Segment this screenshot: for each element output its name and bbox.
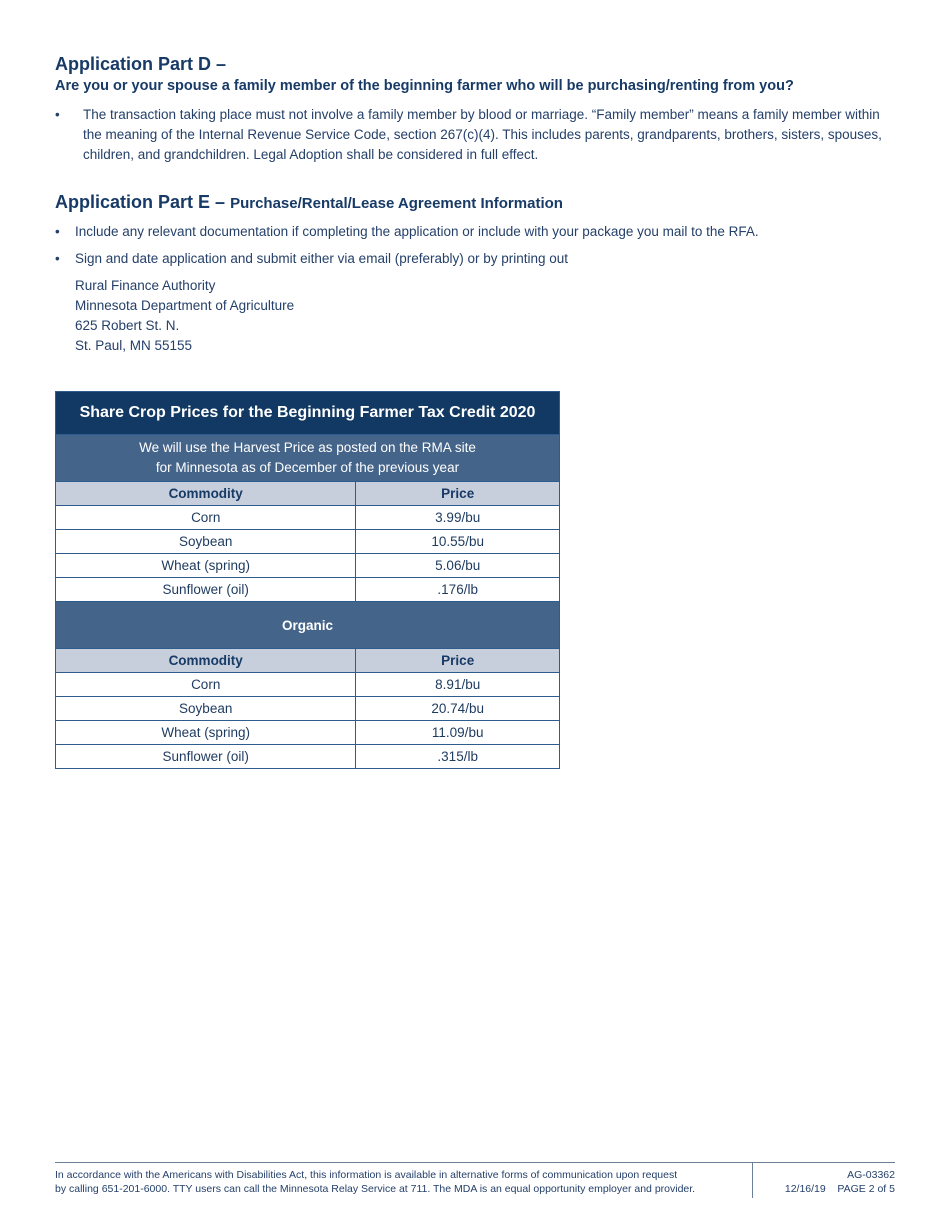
mailing-address <box>75 276 294 356</box>
bullet-icon: • <box>55 251 60 266</box>
price-cell: 8.91/bu <box>356 673 560 697</box>
part-e-heading-text: Application Part E – <box>55 192 226 212</box>
commodity-cell: Soybean <box>56 530 356 554</box>
footer-divider <box>752 1162 753 1198</box>
commodity-cell: Sunflower (oil) <box>56 578 356 602</box>
commodity-cell: Corn <box>56 506 356 530</box>
address-line: Minnesota Department of Agriculture <box>75 298 295 313</box>
bullet-icon: • <box>55 224 60 239</box>
table-row <box>56 673 560 697</box>
part-d-heading <box>55 54 226 75</box>
table-title: Share Crop Prices for the Beginning Farmer Tax Credit 2020 <box>56 392 560 435</box>
footer-accessibility-notice <box>55 1168 695 1196</box>
price-cell: 11.09/bu <box>356 721 560 745</box>
table-header-row <box>56 649 560 673</box>
price-cell: 20.74/bu <box>356 697 560 721</box>
table-row <box>56 530 560 554</box>
part-e-bullet-2-text: Sign and date application and submit either via email (preferably) or by printing out <box>75 251 569 266</box>
commodity-cell: Soybean <box>56 697 356 721</box>
table-row <box>56 697 560 721</box>
footer-line: by calling 651-201-6000. TTY users can call the Minnesota Relay Service at 711. The MDA is an equal opportunity employer and provider. <box>55 1183 696 1195</box>
column-header-commodity: Commodity <box>56 649 356 673</box>
address-line: 625 Robert St. N. <box>75 318 180 333</box>
part-e-bullet-1-text: Include any relevant documentation if completing the application or include with your package you mail to the RFA. <box>75 224 759 239</box>
price-cell: 3.99/bu <box>356 506 560 530</box>
price-cell: .176/lb <box>356 578 560 602</box>
part-d-heading-text: Application Part D – <box>55 54 227 74</box>
commodity-cell: Corn <box>56 673 356 697</box>
part-e-subheading: Purchase/Rental/Lease Agreement Information <box>230 195 563 212</box>
table-row <box>56 745 560 769</box>
footer-line: In accordance with the Americans with Disabilities Act, this information is available in alternative forms of communication upon request <box>55 1169 678 1181</box>
table-row <box>56 721 560 745</box>
table-row <box>56 578 560 602</box>
price-cell: .315/lb <box>356 745 560 769</box>
commodity-cell: Wheat (spring) <box>56 721 356 745</box>
footer-form-info <box>785 1168 895 1196</box>
date-page-number: 12/16/19 PAGE 2 of 5 <box>784 1183 895 1195</box>
table-note-line: We will use the Harvest Price as posted on the RMA site <box>139 440 476 455</box>
table-header-row <box>56 482 560 506</box>
part-e-heading <box>55 192 563 213</box>
commodity-cell: Sunflower (oil) <box>56 745 356 769</box>
bullet-icon: • <box>55 107 60 122</box>
form-id: AG-03362 <box>847 1169 895 1181</box>
table-row <box>56 554 560 578</box>
table-note <box>56 435 560 482</box>
footer-rule <box>55 1162 895 1163</box>
address-line: St. Paul, MN 55155 <box>75 338 193 353</box>
share-crop-price-table <box>55 391 560 769</box>
column-header-commodity: Commodity <box>56 482 356 506</box>
price-cell: 5.06/bu <box>356 554 560 578</box>
table-row <box>56 506 560 530</box>
organic-section-header: Organic <box>56 602 560 649</box>
part-d-bullet <box>55 105 895 165</box>
part-d-bullet-text: The transaction taking place must not involve a family member by blood or marriage. “Family member” means a family member within the meaning of the Internal Revenue Service Code, section 267(c)(4). This includes parents, grandparents, brothers, sisters, spouses, children, and grandchildren. Legal Adoption shall be considered in full effect. <box>83 107 882 162</box>
part-e-bullet-1 <box>55 222 895 242</box>
column-header-price: Price <box>356 649 560 673</box>
part-d-question: Are you or your spouse a family member of the beginning farmer who will be purchasing/renting from you? <box>55 78 794 94</box>
address-line: Rural Finance Authority <box>75 278 216 293</box>
commodity-cell: Wheat (spring) <box>56 554 356 578</box>
column-header-price: Price <box>356 482 560 506</box>
part-e-bullet-2 <box>55 249 895 269</box>
price-cell: 10.55/bu <box>356 530 560 554</box>
table-note-line: for Minnesota as of December of the previous year <box>155 460 460 475</box>
